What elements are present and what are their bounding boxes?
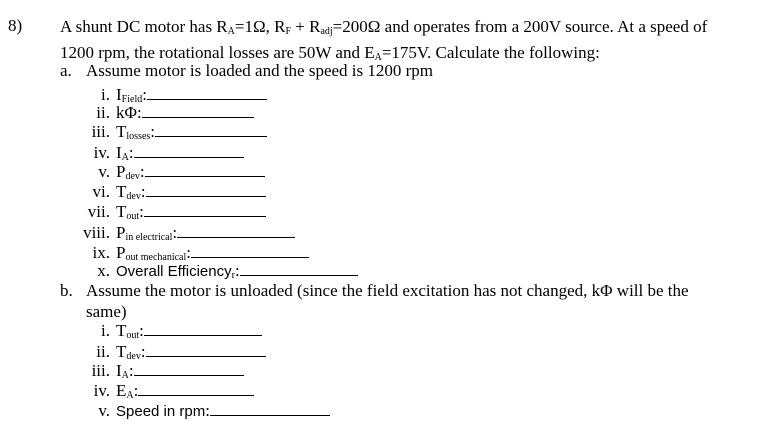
item-colon: : <box>186 243 192 262</box>
part-b-heading <box>60 280 689 322</box>
part-b-label: b. <box>60 281 73 300</box>
item-subscript: losses <box>126 131 151 142</box>
item-numeral: vi. <box>92 182 110 201</box>
item-quantity: P <box>116 243 126 262</box>
item-numeral: iv. <box>93 143 110 162</box>
answer-blank[interactable] <box>134 360 244 376</box>
item-numeral: ix. <box>92 243 110 262</box>
answer-blank[interactable] <box>138 380 254 396</box>
item-colon: : <box>205 401 210 420</box>
item-colon: : <box>142 85 147 104</box>
item-quantity: Speed in rpm <box>116 403 206 420</box>
item-subscript: dev <box>125 171 140 182</box>
item-quantity: T <box>116 202 127 221</box>
answer-blank[interactable] <box>210 400 330 416</box>
part-a-item-8 <box>78 222 295 242</box>
part-a-text: Assume motor is loaded and the speed is 1200 rpm <box>86 61 434 80</box>
item-subscript: dev <box>126 351 141 362</box>
part-b-item-5 <box>78 400 330 420</box>
part-a-item-10 <box>78 260 358 280</box>
intro-sub: adj <box>320 26 333 37</box>
item-quantity: I <box>116 143 122 162</box>
intro-sub: A <box>227 26 235 37</box>
part-a-item-1 <box>78 84 267 104</box>
item-quantity: T <box>116 122 127 141</box>
item-colon: : <box>139 202 144 221</box>
item-colon: : <box>139 162 145 181</box>
item-subscript: r <box>231 270 235 281</box>
part-a-item-5 <box>78 161 265 181</box>
item-subscript: out <box>126 330 140 341</box>
answer-blank[interactable] <box>146 341 266 357</box>
item-colon: : <box>128 361 134 380</box>
part-b-text-line-1: Assume the motor is unloaded (since the field excitation has not changed, kΦ will be the <box>86 281 689 300</box>
part-a-item-7 <box>78 201 266 221</box>
item-colon: : <box>139 321 144 340</box>
part-a-item-6 <box>78 181 266 201</box>
item-quantity: P <box>116 223 126 242</box>
part-a-item-3 <box>78 121 267 141</box>
item-numeral: v. <box>98 401 110 420</box>
intro-line-1 <box>60 16 775 42</box>
item-colon: : <box>136 103 142 122</box>
part-b-text-line-2: same) <box>86 302 127 321</box>
item-subscript: out <box>126 211 140 222</box>
item-subscript: A <box>126 390 134 401</box>
question-number: 8) <box>8 16 23 35</box>
part-b-item-4 <box>78 380 254 400</box>
item-quantity: P <box>116 162 126 181</box>
item-numeral: iv. <box>93 381 110 400</box>
part-a-item-9 <box>78 242 309 262</box>
item-numeral: i. <box>101 85 110 104</box>
part-b-item-2 <box>78 341 266 361</box>
answer-blank[interactable] <box>144 201 266 217</box>
item-numeral: v. <box>98 162 110 181</box>
intro-sub: A <box>374 52 382 63</box>
intro-text: =175V. Calculate the following: <box>381 43 600 62</box>
intro-sub: F <box>285 26 292 37</box>
item-quantity: kΦ <box>116 103 137 122</box>
item-colon: : <box>234 261 240 280</box>
item-quantity: E <box>116 381 127 400</box>
item-colon: : <box>128 143 134 162</box>
item-subscript: in electrical <box>125 232 173 243</box>
answer-blank[interactable] <box>147 84 267 100</box>
item-subscript: A <box>121 152 129 163</box>
intro-text: 1200 rpm, the rotational losses are 50W and E <box>60 43 375 62</box>
item-numeral: ii. <box>96 103 110 122</box>
item-numeral: iii. <box>91 122 110 141</box>
part-b-item-1 <box>78 320 262 340</box>
item-numeral: vii. <box>87 202 110 221</box>
part-a-label: a. <box>60 61 72 80</box>
item-numeral: x. <box>97 261 110 280</box>
item-subscript: dev <box>126 191 141 202</box>
item-colon: : <box>140 342 146 361</box>
intro-text: A shunt DC motor has R <box>60 17 228 36</box>
answer-blank[interactable] <box>142 102 254 118</box>
item-numeral: ii. <box>96 342 110 361</box>
answer-blank[interactable] <box>144 320 262 336</box>
item-quantity: Overall Efficiency <box>116 263 232 280</box>
answer-blank[interactable] <box>134 142 244 158</box>
item-colon: : <box>150 122 156 141</box>
part-a-item-2 <box>78 102 254 122</box>
item-quantity: T <box>116 182 127 201</box>
answer-blank[interactable] <box>177 222 295 238</box>
intro-text: + R <box>291 17 321 36</box>
item-subscript: A <box>121 370 129 381</box>
item-subscript: out mechanical <box>125 252 187 263</box>
answer-blank[interactable] <box>155 121 267 137</box>
item-numeral: viii. <box>83 223 110 242</box>
item-quantity: I <box>116 85 122 104</box>
answer-blank[interactable] <box>240 260 358 276</box>
answer-blank[interactable] <box>191 242 309 258</box>
part-b-item-3 <box>78 360 244 380</box>
intro-text: =200Ω and operates from a 200V source. At a speed of <box>332 17 708 36</box>
intro-text: =1Ω, R <box>234 17 286 36</box>
item-colon: : <box>140 182 146 201</box>
item-numeral: iii. <box>91 361 110 380</box>
item-colon: : <box>133 381 139 400</box>
item-subscript: Field <box>121 94 143 105</box>
part-a-heading <box>60 60 433 81</box>
item-quantity: T <box>116 342 127 361</box>
part-a-item-4 <box>78 142 244 162</box>
answer-blank[interactable] <box>145 161 265 177</box>
item-colon: : <box>172 223 178 242</box>
item-numeral: i. <box>101 321 110 340</box>
item-quantity: I <box>116 361 122 380</box>
answer-blank[interactable] <box>146 181 266 197</box>
item-quantity: T <box>116 321 127 340</box>
